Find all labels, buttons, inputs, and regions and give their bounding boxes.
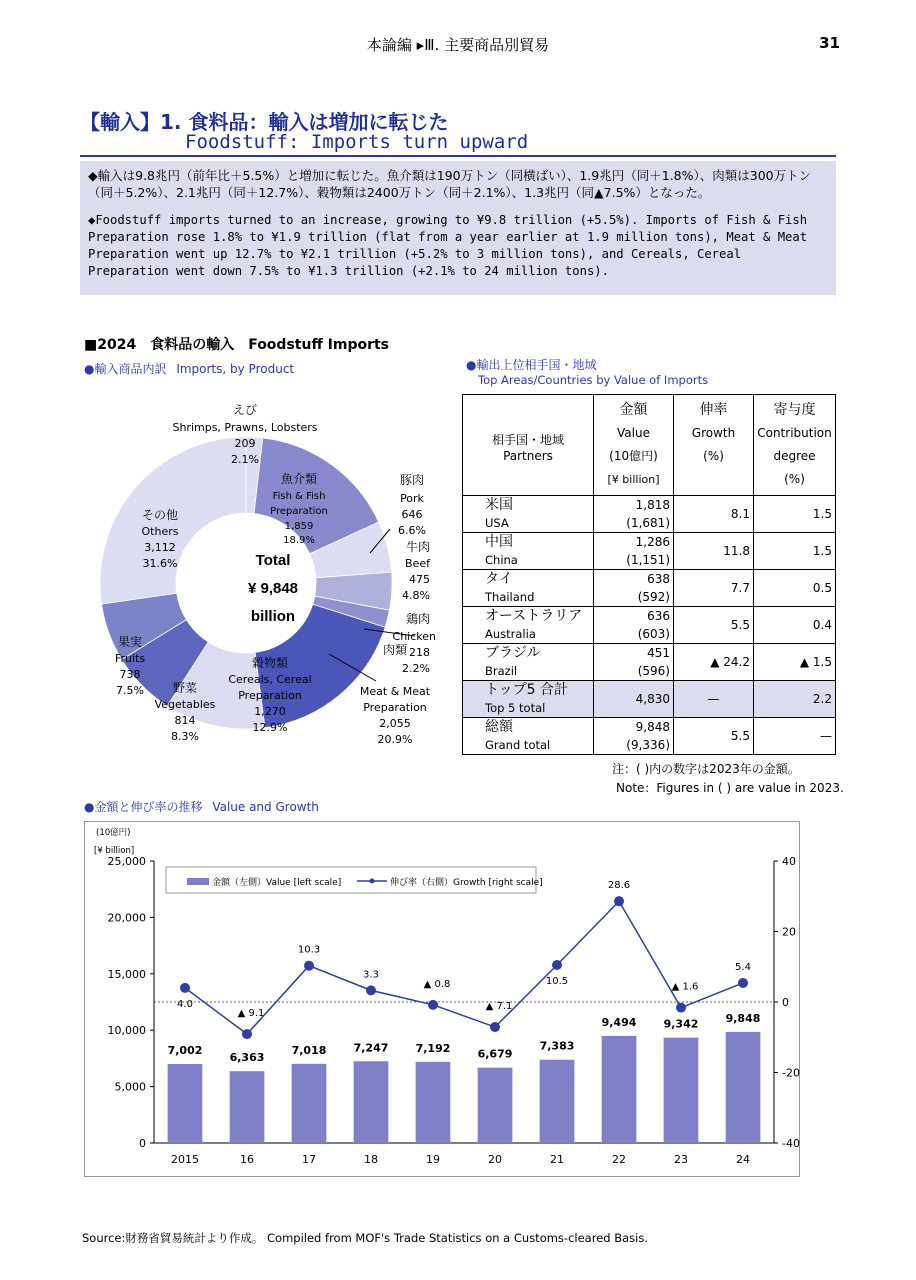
donut-center-line3: billion	[250, 608, 296, 625]
top5-growth: —	[674, 681, 754, 718]
growth-cell: 11.8	[674, 533, 754, 570]
label-cereal-value: 1,270	[254, 705, 286, 718]
imports-heading: ■2024 食料品の輸入 Foodstuff Imports	[84, 337, 390, 353]
growth-point	[242, 1029, 252, 1039]
x-tick-label: 21	[550, 1153, 564, 1166]
summary-en: ◆Foodstuff imports turned to an increase, growing to ¥9.8 trillion (+5.5%). Imports of Fish & Fish Preparation rose 1.8% to ¥1.9 trillion (flat from a year earlier at 1.9 million tons), Meat & Meat Preparation went up 12.7% to ¥2.1 trillion (+5.2% to 3 million tons), and Cereals, Cereal Preparation went down 7.5% to ¥1.3 trillion (+2.1% to 24 million tons).	[88, 213, 808, 278]
partner-name-en: China	[485, 553, 518, 567]
total-label-en: Grand total	[485, 738, 551, 752]
label-pork-ja: 豚肉	[399, 473, 425, 487]
label-others-ja: その他	[141, 508, 179, 522]
header-contrib-en: Contribution	[757, 426, 832, 440]
growth-point	[490, 1022, 500, 1032]
value-2023: (596)	[637, 664, 670, 678]
bar-value-label: 7,383	[539, 1039, 575, 1053]
label-pork-value: 646	[401, 508, 423, 521]
growth-value-label: ▲ 7.1	[485, 1001, 513, 1013]
right-tick-label: -20	[782, 1066, 800, 1080]
header-partner	[463, 395, 594, 496]
value-bar	[478, 1068, 513, 1143]
table-subheading-ja: ●輸出上位相手国・地域	[466, 358, 597, 372]
left-unit-2: [¥ billion]	[94, 846, 135, 856]
header-partner-ja: 相手国・地域	[491, 433, 564, 447]
table-row	[463, 644, 836, 681]
header-value-unit: (10億円)	[609, 449, 658, 463]
title-underline	[80, 155, 836, 157]
header-value-unit-en: [¥ billion]	[607, 473, 660, 486]
top5-label-ja: トップ5 合計	[485, 682, 568, 698]
label-others-value: 3,112	[144, 541, 176, 554]
partner-name-ja: ブラジル	[485, 645, 541, 661]
bar-value-label: 9,494	[601, 1015, 637, 1029]
x-tick-label: 2015	[171, 1153, 199, 1166]
total-contribution: —	[754, 718, 836, 755]
value-2024: 1,818	[635, 498, 670, 512]
label-pork-en: Pork	[400, 492, 424, 505]
header-growth-unit: (%)	[703, 449, 724, 463]
section-title-en: Foodstuff: Imports turn upward	[185, 131, 529, 153]
value-2024: 1,286	[635, 535, 670, 549]
label-beef-ja: 牛肉	[405, 540, 430, 554]
donut-center-line1: Total	[255, 552, 291, 569]
label-meat-ja: 肉類	[382, 643, 408, 657]
left-tick-label: 5,000	[114, 1080, 146, 1094]
partner-cell	[463, 570, 594, 607]
value-bar	[292, 1064, 327, 1143]
left-tick-label: 10,000	[107, 1024, 146, 1038]
legend-line-marker	[370, 879, 375, 884]
label-meat-en2: Preparation	[363, 701, 427, 714]
growth-point	[366, 985, 376, 995]
chart-subheading-ja: ●金額と伸び率の推移	[84, 800, 203, 814]
partner-cell	[463, 533, 594, 570]
header-growth	[674, 395, 754, 496]
value-bar	[416, 1062, 451, 1143]
top-partners-table	[462, 394, 836, 755]
table-subheading-en: Top Areas/Countries by Value of Imports	[478, 373, 709, 387]
left-unit-1: (10億円)	[96, 828, 131, 838]
label-others-pct: 31.6%	[142, 557, 178, 570]
total-growth: 5.5	[674, 718, 754, 755]
value-bar	[664, 1038, 699, 1143]
label-fruit-value: 738	[119, 668, 141, 681]
label-veg-ja: 野菜	[172, 681, 198, 695]
bar-value-label: 7,002	[167, 1044, 203, 1058]
chart-legend	[166, 867, 543, 893]
x-tick-label: 16	[240, 1153, 254, 1166]
label-shrimp-en: Shrimps, Prawns, Lobsters	[172, 421, 318, 434]
value-cell	[594, 570, 674, 607]
header-contrib-en2: degree	[773, 449, 816, 463]
label-fruit-en: Fruits	[114, 652, 146, 665]
bar-value-label: 6,363	[229, 1051, 265, 1065]
label-cereal-en2: Preparation	[238, 689, 302, 702]
table-row	[463, 533, 836, 570]
growth-value-label: 3.3	[363, 969, 379, 981]
bar-value-label: 9,342	[663, 1017, 699, 1031]
value-growth-chart	[84, 821, 804, 1181]
total-label-cell	[463, 718, 594, 755]
page-number: 31	[819, 34, 840, 52]
total-label-ja: 総額	[485, 719, 513, 735]
value-cell	[594, 607, 674, 644]
top5-label-cell	[463, 681, 594, 718]
growth-value-label: ▲ 0.8	[423, 978, 451, 990]
value-bar	[602, 1036, 637, 1143]
label-fruit-pct: 7.5%	[116, 684, 144, 697]
value-bar	[168, 1064, 203, 1143]
x-tick-label: 17	[302, 1153, 316, 1166]
value-cell	[594, 533, 674, 570]
value-cell	[594, 496, 674, 533]
growth-value-label: 10.3	[297, 944, 321, 956]
growth-cell: 7.7	[674, 570, 754, 607]
right-tick-label: 0	[782, 996, 789, 1009]
header-value-ja: 金額	[619, 402, 648, 418]
growth-point	[180, 983, 190, 993]
header-growth-en: Growth	[691, 426, 736, 440]
growth-value-label: ▲ 1.6	[671, 981, 699, 993]
header-growth-ja: 伸率	[699, 402, 728, 418]
table-row	[463, 496, 836, 533]
label-chicken-ja: 鶏肉	[405, 612, 430, 626]
partner-name-en: Brazil	[485, 664, 518, 678]
value-2023: (1,681)	[626, 516, 670, 530]
value-bar	[540, 1060, 575, 1143]
partner-name-en: Thailand	[485, 590, 535, 604]
table-row	[463, 570, 836, 607]
label-meat-value: 2,055	[379, 717, 411, 730]
growth-cell: 8.1	[674, 496, 754, 533]
label-veg-value: 814	[174, 714, 196, 727]
label-chicken-en: Chicken	[392, 630, 436, 643]
partner-name-en: Australia	[485, 627, 536, 641]
label-fish-pct: 18.9%	[283, 535, 315, 546]
right-tick-label: -40	[782, 1137, 800, 1150]
table-note-en: Note：Figures in ( ) are value in 2023.	[616, 781, 844, 795]
label-beef-value: 475	[409, 573, 430, 586]
partner-name-ja: オーストラリア	[485, 608, 583, 624]
chart-subheading-en: Value and Growth	[212, 800, 319, 814]
contribution-cell: 1.5	[754, 533, 836, 570]
bar-value-label: 7,018	[291, 1043, 327, 1057]
growth-value-label: 5.4	[735, 961, 751, 973]
total-value-2023: (9,336)	[626, 738, 670, 752]
left-tick-label: 15,000	[107, 967, 146, 981]
label-fish-ja: 魚介類	[280, 472, 318, 486]
total-value-cell	[594, 718, 674, 755]
left-tick-label: 25,000	[107, 855, 146, 868]
bar-value-label: 6,679	[477, 1047, 513, 1061]
top5-total-row	[463, 681, 836, 718]
label-meat-pct: 20.9%	[377, 733, 413, 745]
header-value-en: Value	[617, 426, 650, 440]
label-veg-pct: 8.3%	[171, 730, 199, 743]
contribution-cell: 0.4	[754, 607, 836, 644]
label-others-en: Others	[141, 525, 179, 538]
donut-center-line2: ¥ 9,848	[247, 580, 299, 597]
pie-subheading	[84, 360, 294, 377]
growth-point	[428, 1000, 438, 1010]
value-2024: 636	[647, 609, 670, 623]
x-tick-label: 18	[364, 1153, 378, 1166]
bar-value-label: 9,848	[725, 1011, 761, 1025]
partner-name-ja: 米国	[485, 497, 513, 513]
label-fruit-ja: 果実	[117, 635, 143, 649]
header-contribution	[754, 395, 836, 496]
table-row	[463, 607, 836, 644]
contribution-cell: 1.5	[754, 496, 836, 533]
label-pork-pct: 6.6%	[398, 524, 426, 537]
right-tick-label: 20	[782, 925, 796, 939]
contribution-cell: ▲ 1.5	[754, 644, 836, 681]
value-bar	[726, 1032, 761, 1143]
x-tick-label: 22	[612, 1153, 626, 1166]
growth-cell: 5.5	[674, 607, 754, 644]
x-tick-label: 19	[426, 1153, 440, 1166]
pie-subheading-ja: ●輸入商品内訳	[84, 362, 167, 376]
label-chicken-pct: 2.2%	[402, 662, 430, 675]
growth-cell: ▲ 24.2	[674, 644, 754, 681]
label-fish-value: 1,859	[284, 521, 314, 532]
header-contrib-ja: 寄与度	[773, 402, 816, 418]
growth-value-label: ▲ 9.1	[237, 1008, 265, 1020]
table-note-ja: 注：( )内の数字は2023年の金額。	[612, 762, 800, 776]
value-2023: (603)	[637, 627, 670, 641]
value-2023: (1,151)	[626, 553, 670, 567]
label-fish-en1: Fish & Fish	[272, 491, 326, 502]
label-cereal-en1: Cereals, Cereal	[228, 673, 312, 686]
label-cereal-pct: 12.9%	[252, 721, 288, 734]
x-tick-label: 24	[736, 1153, 750, 1166]
header-value	[594, 395, 674, 496]
summary-ja: ◆輸入は9.8兆円（前年比＋5.5%）と増加に転じた。魚介類は190万トン（同横ばい）、1.9兆円（同＋1.8%）、肉類は300万トン（同＋5.2%）、2.1兆円（同＋12.7%）、穀物類は2400万トン（同＋2.1%）、1.3兆円（同▲7.5%）となった。	[88, 168, 812, 200]
contribution-cell: 0.5	[754, 570, 836, 607]
bar-value-label: 7,192	[415, 1041, 451, 1055]
pie-subheading-en: Imports, by Product	[176, 362, 295, 376]
label-fish-en2: Preparation	[270, 506, 328, 517]
summary-box	[80, 161, 836, 295]
chart-subheading	[84, 798, 319, 815]
growth-value-label: 10.5	[545, 975, 569, 987]
partner-name-ja: 中国	[485, 534, 513, 550]
growth-point	[738, 978, 748, 988]
running-header: 本論編 ▸Ⅲ. 主要商品別貿易	[366, 36, 550, 54]
partner-cell	[463, 496, 594, 533]
value-bar	[230, 1071, 265, 1143]
growth-point	[614, 896, 624, 906]
top5-value: 4,830	[594, 681, 674, 718]
label-beef-en: Beef	[405, 557, 430, 570]
value-2023: (592)	[637, 590, 670, 604]
growth-point	[552, 960, 562, 970]
section-title-ja: 【輸入】1. 食料品：輸入は増加に転じた	[80, 110, 449, 134]
top5-label-en: Top 5 total	[485, 701, 546, 715]
total-value-2024: 9,848	[635, 720, 670, 734]
x-tick-label: 23	[674, 1153, 688, 1166]
grand-total-row	[463, 718, 836, 755]
value-2024: 451	[647, 646, 670, 660]
left-tick-label: 20,000	[107, 911, 146, 925]
value-cell	[594, 644, 674, 681]
value-bar	[354, 1061, 389, 1143]
source-note: Source:財務省貿易統計より作成。 Compiled from MOF's Trade Statistics on a Customs-cleared Basis.	[82, 1231, 648, 1245]
value-2024: 638	[647, 572, 670, 586]
growth-value-label: 28.6	[607, 880, 631, 892]
label-cereal-ja: 穀物類	[251, 656, 289, 670]
header-contrib-unit: (%)	[784, 472, 805, 486]
label-chicken-value: 218	[409, 646, 430, 659]
label-beef-pct: 4.8%	[402, 589, 430, 602]
partner-name-en: USA	[485, 516, 509, 530]
label-shrimp-pct: 2.1%	[231, 453, 259, 466]
label-shrimp-value: 209	[234, 437, 256, 450]
partner-name-ja: タイ	[485, 571, 513, 587]
header-partner-en: Partners	[503, 449, 553, 463]
imports-by-product-donut	[100, 395, 440, 745]
label-shrimp-ja: えび	[232, 403, 258, 417]
table-header-row	[463, 395, 836, 496]
legend-bar-label: 金額（左側）Value [left scale]	[212, 878, 342, 888]
right-tick-label: 40	[782, 855, 796, 868]
x-tick-label: 20	[488, 1153, 502, 1166]
label-veg-en: Vegetables	[154, 698, 216, 711]
label-meat-en1: Meat & Meat	[359, 685, 431, 698]
growth-point	[304, 961, 314, 971]
legend-bar-swatch	[187, 878, 209, 885]
growth-value-label: 4.0	[177, 998, 193, 1010]
left-tick-label: 0	[139, 1137, 146, 1150]
top5-contribution: 2.2	[754, 681, 836, 718]
growth-point	[676, 1003, 686, 1013]
partner-cell	[463, 607, 594, 644]
partner-cell	[463, 644, 594, 681]
legend-line-label: 伸び率（右側）Growth [right scale]	[390, 878, 543, 888]
bar-value-label: 7,247	[353, 1041, 389, 1055]
